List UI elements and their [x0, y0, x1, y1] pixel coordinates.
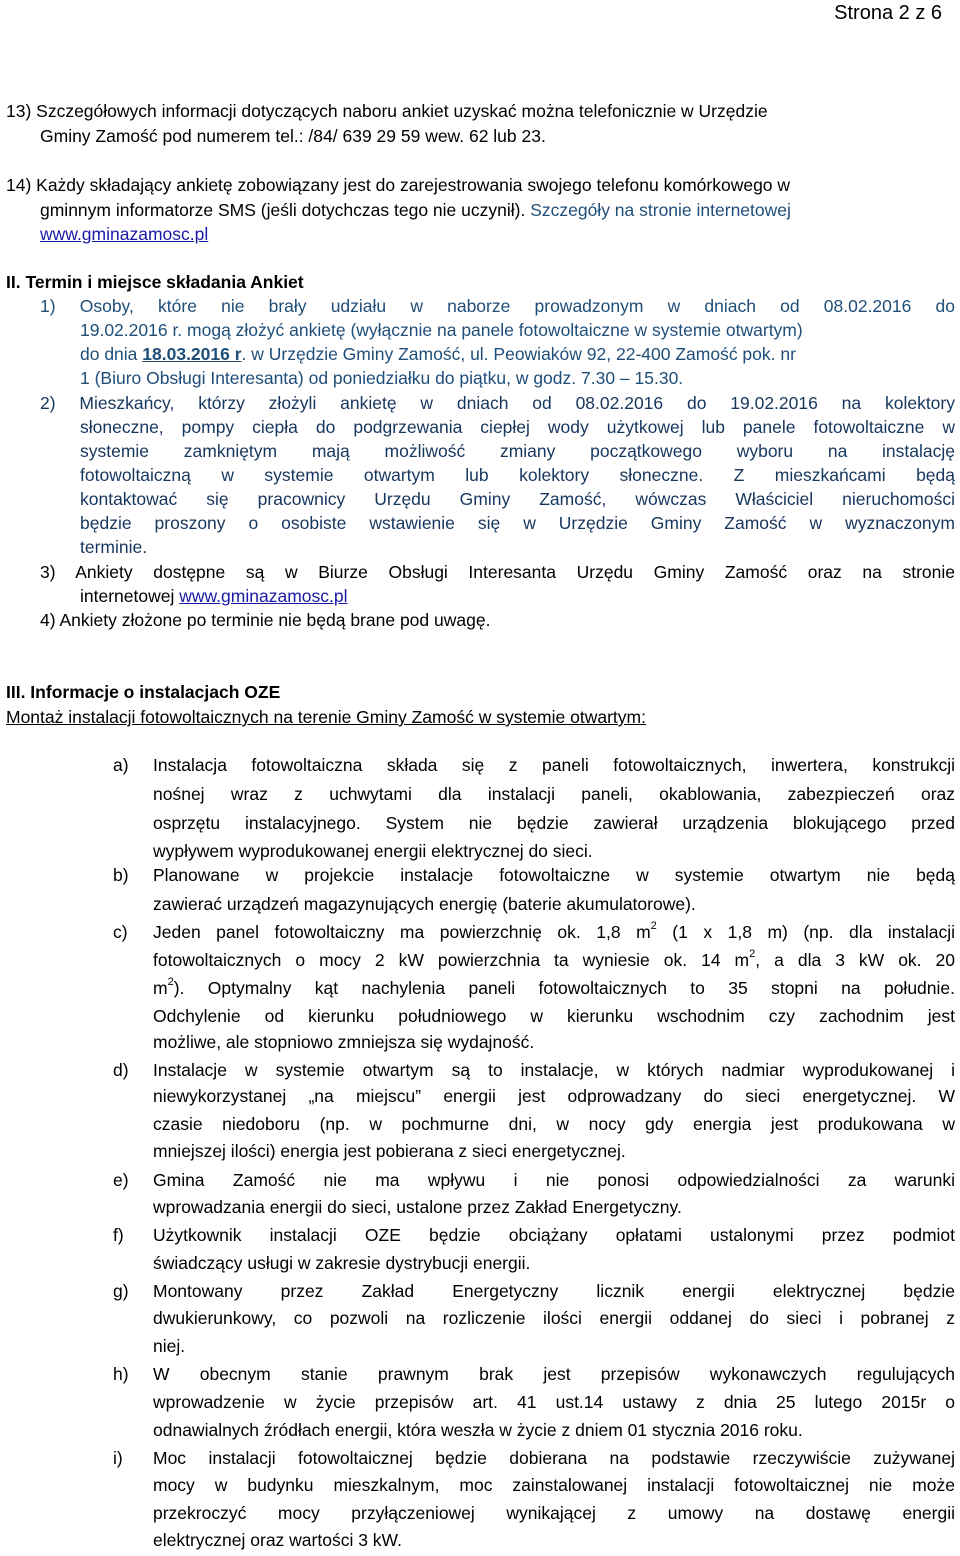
s2-item-2-line-1: 2) Mieszkańcy, którzy złożyli ankietę w dniach od 08.02.2016 do 19.02.2016 na kolektory — [40, 393, 955, 413]
s2-item-3-prefix: internetowej — [80, 586, 180, 606]
item-c-marker: c) — [113, 922, 128, 942]
s2-item-1-address: . w Urzędzie Gminy Zamość, ul. Peowiaków 92, 22-400 Zamość pok. nr — [241, 344, 796, 364]
superscript: 2 — [167, 976, 174, 988]
p13-line-1: 13) Szczegółowych informacji dotyczących naboru ankiet uzyskać można telefonicznie w Urzędzie — [6, 101, 768, 121]
s2-item-1-line-3 — [80, 342, 796, 366]
item-d-line-3: czasie niedoboru (np. w pochmurne dni, w nocy gdy energia jest produkowana w — [153, 1114, 955, 1134]
item-i-line-1: Moc instalacji fotowoltaicznej będzie dobierana na podstawie rzeczywiście zużywanej — [153, 1448, 955, 1468]
s2-item-2-line-2: słoneczne, pompy ciepła do podgrzewania ciepłej wody użytkowej lub panele fotowoltaiczne w — [80, 417, 955, 437]
s2-item-1-deadline-prefix: do dnia — [80, 344, 143, 364]
s2-item-1-line-4: 1 (Biuro Obsługi Interesanta) od poniedziałku do piątku, w godz. 7.30 – 15.30. — [80, 368, 684, 388]
p14-text: gminnym informatorze SMS (jeśli dotychczas tego nie uczynił). — [40, 200, 526, 220]
item-i-marker: i) — [113, 1448, 123, 1468]
superscript: 2 — [650, 920, 657, 932]
section-2-heading: II. Termin i miejsce składania Ankiet — [6, 272, 304, 292]
section-3-subheading: Montaż instalacji fotowoltaicznych na terenie Gminy Zamość w systemie otwartym: — [6, 707, 646, 727]
item-e-line-2: wprowadzania energii do sieci, ustalone przez Zakład Energetyczny. — [153, 1197, 682, 1217]
item-d-line-4: mniejszej ilości) energia jest pobierana z sieci energetycznej. — [153, 1141, 626, 1161]
item-d-line-1: Instalacje w systemie otwartym są to instalacje, w których nadmiar wyprodukowanej i — [153, 1060, 955, 1080]
s2-item-1-line-2: 19.02.2016 r. mogą złożyć ankietę (wyłącznie na panele fotowoltaiczne w systemie otwartym) — [80, 320, 803, 340]
s2-item-2-line-7: terminie. — [80, 537, 148, 557]
item-b-marker: b) — [113, 865, 129, 885]
item-c-line-3a: m — [153, 978, 168, 998]
s2-item-2-line-4: fotowoltaiczną w systemie otwartym lub kolektory słoneczne. Z mieszkańcami będą — [80, 465, 955, 485]
item-c-line-2a: fotowoltaicznych o mocy 2 kW powierzchnia ta wyniesie ok. 14 m — [153, 950, 750, 970]
item-g-line-3: niej. — [153, 1336, 186, 1356]
section-3-heading: III. Informacje o instalacjach OZE — [6, 682, 281, 702]
item-c-line-3 — [153, 976, 955, 1000]
s2-item-2-line-3: systemie zamkniętym mają możliwość zmiany początkowego wyboru na instalację — [80, 441, 955, 461]
item-a-marker: a) — [113, 755, 129, 775]
item-f-line-1: Użytkownik instalacji OZE będzie obciążany opłatami ustalonymi przez podmiot — [153, 1225, 955, 1245]
p14-line-2 — [40, 198, 791, 222]
s2-item-1-line-1: 1) Osoby, które nie brały udziału w naborze prowadzonym w dniach od 08.02.2016 do — [40, 296, 955, 316]
s2-item-2-line-6: będzie proszony o osobiste wstawienie się w Urzędzie Gminy Zamość w wyznaczonym — [80, 513, 955, 533]
item-g-marker: g) — [113, 1281, 129, 1301]
item-i-line-2: mocy w budynku mieszkalnym, moc zainstalowanej instalacji fotowoltaicznej nie może — [153, 1475, 955, 1495]
item-a-line-3: osprzętu instalacyjnego. System nie będzie zawierał urządzenia blokującego przed — [153, 813, 955, 833]
website-link-2[interactable]: www.gminazamosc.pl — [179, 586, 348, 606]
item-c-line-5: możliwe, ale stopniowo zmniejsza się wydajność. — [153, 1032, 535, 1052]
item-d-marker: d) — [113, 1060, 129, 1080]
s2-item-3-line-2 — [80, 584, 347, 608]
item-c-line-2b: , a dla 3 kW ok. 20 — [755, 950, 955, 970]
p14-line-3 — [40, 222, 208, 246]
item-f-line-2: świadczący usługi w zakresie dystrybucji energii. — [153, 1253, 531, 1273]
item-c-line-1b: (1 x 1,8 m) (np. dla instalacji — [656, 922, 955, 942]
item-c-line-4: Odchylenie od kierunku południowego w kierunku wschodnim czy zachodnim jest — [153, 1006, 955, 1026]
s2-item-4: 4) Ankiety złożone po terminie nie będą brane pod uwagę. — [40, 610, 491, 630]
item-i-line-3: przekroczyć mocy przyłączeniowej wynikającej z umowy na dostawę energii — [153, 1503, 955, 1523]
item-c-line-3b: ). Optymalny kąt nachylenia paneli fotowoltaicznych to 35 stopni na południe. — [173, 978, 955, 998]
item-c-line-1 — [153, 920, 955, 944]
item-h-line-1: W obecnym stanie prawnym brak jest przepisów wykonawczych regulujących — [153, 1364, 955, 1384]
s2-item-3-line-1: 3) Ankiety dostępne są w Biurze Obsługi Interesanta Urzędu Gminy Zamość oraz na stronie — [40, 562, 955, 582]
item-h-line-3: odnawialnych źródłach energii, która weszła w życie z dniem 01 stycznia 2016 roku. — [153, 1420, 803, 1440]
p14-line-1: 14) Każdy składający ankietę zobowiązany jest do zarejestrowania swojego telefonu komórkowego w — [6, 175, 791, 195]
item-b-line-2: zawierać urządzeń magazynujących energię (baterie akumulatorowe). — [153, 894, 696, 914]
item-a-line-4: wypływem wyprodukowanej energii elektrycznej do sieci. — [153, 841, 593, 861]
item-b-line-1: Planowane w projekcie instalacje fotowoltaiczne w systemie otwartym nie będą — [153, 865, 955, 885]
p14-details: Szczegóły na stronie internetowej — [525, 200, 791, 220]
item-h-line-2: wprowadzenie w życie przepisów art. 41 ust.14 ustawy z dnia 25 lutego 2015r o — [153, 1392, 955, 1412]
item-e-line-1: Gmina Zamość nie ma wpływu i nie ponosi odpowiedzialności za warunki — [153, 1170, 955, 1190]
deadline-date: 18.03.2016 r — [142, 344, 242, 364]
page-header: Strona 2 z 6 — [834, 2, 942, 24]
website-link[interactable]: www.gminazamosc.pl — [40, 224, 209, 244]
item-a-line-2: nośnej wraz z uchwytami dla instalacji paneli, okablowania, zabezpieczeń oraz — [153, 784, 955, 804]
item-h-marker: h) — [113, 1364, 129, 1384]
superscript: 2 — [749, 948, 756, 960]
s2-item-2-line-5: kontaktować się pracownicy Urzędu Gminy Zamość, wówczas Właściciel nieruchomości — [80, 489, 955, 509]
item-a-line-1: Instalacja fotowoltaiczna składa się z paneli fotowoltaicznych, inwertera, konstrukcji — [153, 755, 955, 775]
item-g-line-1: Montowany przez Zakład Energetyczny licznik energii elektrycznej będzie — [153, 1281, 955, 1301]
item-c-line-1a: Jeden panel fotowoltaiczny ma powierzchnię ok. 1,8 m — [153, 922, 651, 942]
item-f-marker: f) — [113, 1225, 124, 1245]
item-g-line-2: dwukierunkowy, co pozwoli na rozliczenie ilości energii oddanej do sieci i pobranej z — [153, 1308, 955, 1328]
p13-line-2: Gminy Zamość pod numerem tel.: /84/ 639 29 59 wew. 62 lub 23. — [40, 126, 546, 146]
item-i-line-4: elektrycznej oraz wartości 3 kW. — [153, 1530, 402, 1550]
item-d-line-2: niewykorzystanej „na miejscu” energii jest odprowadzany do sieci energetycznej. W — [153, 1086, 955, 1106]
item-c-line-2 — [153, 948, 955, 972]
item-e-marker: e) — [113, 1170, 129, 1190]
